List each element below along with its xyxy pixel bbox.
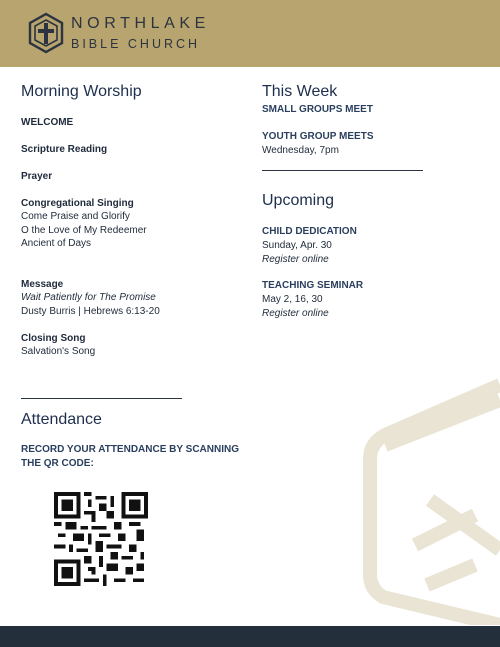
shield-watermark-icon [355, 375, 500, 625]
song-item: Ancient of Days [21, 238, 92, 249]
attendance-line2: THE QR CODE: [21, 458, 94, 469]
message-block [21, 278, 241, 318]
cross-shield-icon [27, 12, 65, 54]
closing-song: Salvation's Song [21, 346, 96, 357]
attendance-line1: RECORD YOUR ATTENDANCE BY SCANNING [21, 444, 239, 455]
event-date: May 2, 16, 30 [262, 294, 323, 305]
teaching-seminar-block [262, 279, 482, 320]
prayer-label: Prayer [21, 171, 53, 182]
morning-worship-title: Morning Worship [21, 83, 142, 100]
attendance-title: Attendance [21, 411, 102, 428]
event-label: CHILD DEDICATION [262, 226, 357, 237]
small-groups-label: SMALL GROUPS MEET [262, 104, 373, 115]
brand-subtitle: BIBLE CHURCH [71, 37, 201, 51]
song-item: O the Love of My Redeemer [21, 224, 147, 236]
brand-name: NORTHLAKE [71, 15, 210, 32]
child-dedication-block [262, 225, 482, 266]
message-speaker: Dusty Burris | Hebrews 6:13-20 [21, 305, 160, 317]
header-banner [0, 0, 500, 67]
attendance-instruction [21, 443, 251, 471]
event-date: Sunday, Apr. 30 [262, 240, 332, 251]
upcoming-title: Upcoming [262, 192, 335, 209]
event-label: TEACHING SEMINAR [262, 280, 364, 291]
youth-group-label: YOUTH GROUP MEETS [262, 131, 374, 142]
register-link[interactable]: Register online [262, 307, 329, 319]
message-label: Message [21, 279, 64, 290]
qr-code[interactable] [54, 492, 148, 586]
song-item: Come Praise and Glorify [21, 211, 130, 222]
footer-bar [0, 626, 500, 647]
singing-label: Congregational Singing [21, 198, 134, 209]
youth-group-time: Wednesday, 7pm [262, 145, 339, 156]
this-week-title: This Week [262, 83, 338, 100]
divider [262, 170, 423, 171]
morning-worship-section [21, 82, 241, 102]
welcome-label: WELCOME [21, 117, 74, 128]
register-link[interactable]: Register online [262, 253, 329, 265]
divider [21, 398, 182, 399]
singing-block [21, 197, 241, 251]
closing-label: Closing Song [21, 333, 86, 344]
message-title: Wait Patiently for The Promise [21, 292, 156, 303]
closing-block [21, 332, 241, 359]
youth-group-block [262, 130, 482, 158]
scripture-label: Scripture Reading [21, 144, 108, 155]
